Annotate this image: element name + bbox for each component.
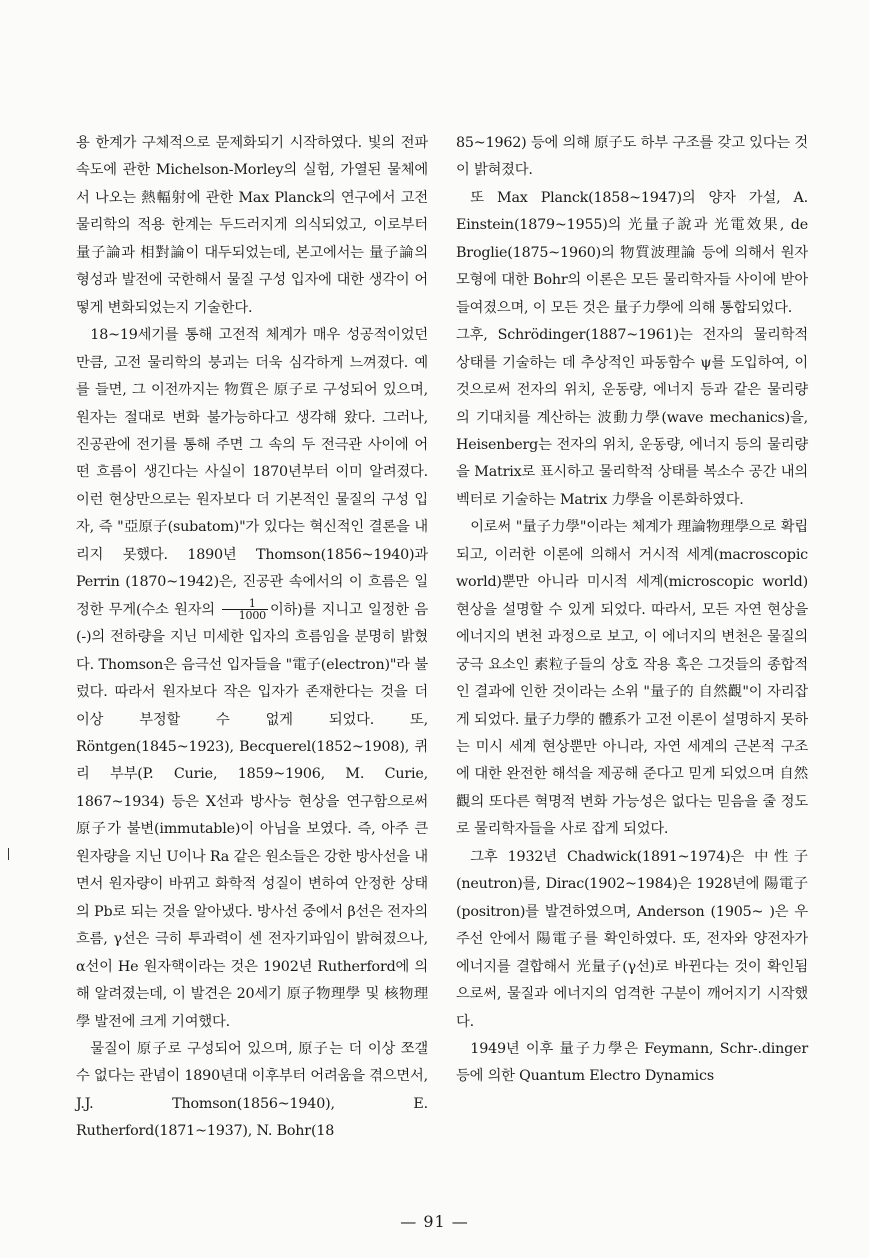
text-segment: 85~1962) 등에 의해 原子도 하부 구조를 갖고 있다는 것이 밝혀졌다. [456,135,808,179]
fraction-denominator: 1000 [238,609,266,623]
text-segment: 1949년 이후 量子力學은 Feymann, Schr-.dinger 등에 의한 Quantum Electro Dynamics [456,1040,808,1085]
text-segment: 18~19세기를 통해 고전적 체계가 매우 성공적이었던 만큼, 고전 물리학의 붕괴는 더욱 심각하게 느껴졌다. 예를 들면, 그 이전까지는 物質은 原子로 구성되어 있으며, 원자는 절대로 변화 불가능하다고 생각해 왔다. 그러나, 진공관에 전기를 통해 주면 그 속의 두 전극관 사이에 어떤 흐름이 생긴다는 사실이 1870년부터 이미 알려졌다. 이런 현상만으로는 원자보다 더 기본적인 물질의 구성 입자, 즉 "亞原子(subatom)"가 있다는 혁신적인 결론을 내리지 못했다. 1890년 Thomson(1856~1940)과 Perrin (1870~1942)은, 진공관 속에서의 이 흐름은 일정한 무게(수소 원자의 [76,327,428,618]
paragraph [76,322,428,1036]
text-segment: 그후, Schrödinger(1887~1961)는 전자의 물리학적 상태를 기술하는 데 추상적인 파동함수 ψ를 도입하여, 이것으로써 전자의 위치, 운동량, 에너지 등과 같은 물리량의 기대치를 계산하는 波動力學(wave mechanics)을, Heisenberg는 전자의 위치, 운동량, 에너지 등의 물리량을 Matrix로 표시하고 물리학적 상태를 복소수 공간 내의 벡터로 기술하는 Matrix 力學을 이론화하였다. [456,327,808,508]
text-segment: 또 Max Planck(1858~1947)의 양자 가설, A. Einstein(1879~1955)의 光量子說과 光電效果, de Broglie(1875~1960)의 物質波理論 등에 의해서 원자 모형에 대한 Bohr의 이론은 모든 물리학자들 사이에 받아들여졌으며, 이 모든 것은 量子力學에 의해 통합되었다. [456,189,808,316]
fraction-numerator: 1 [222,598,268,610]
paragraph [456,514,808,843]
text-segment: 그후 1932년 Chadwick(1891~1974)은 中性子(neutron)를, Dirac(1902~1984)은 1928년에 陽電子(positron)를 발견하였으며, Anderson (1905~ )은 우주선 안에서 陽電子를 확인하였다. 또, 전자와 양전자가 에너지를 결합해서 光量子(γ선)로 바뀐다는 것이 확인됨으로써, 물질과 에너지의 엄격한 구분이 깨어지기 시작했다. [456,848,808,1030]
paragraph [76,1036,428,1146]
paragraph [76,130,428,322]
page-number: — 91 — [400,1212,469,1231]
text-segment: 이로써 "量子力學"이라는 체계가 理論物理學으로 확립되고, 이러한 이론에 의해서 거시적 세계(macroscopic world)뿐만 아니라 미시적 세계(microscopic world) 현상을 설명할 수 있게 되었다. 따라서, 모든 자연 현상을 에너지의 변천 과정으로 보고, 이 에너지의 변천은 물질의 궁극 요소인 素粒子들의 상호 작용 혹은 그것들의 종합적인 결과에 인한 것이라는 소위 "量子的 自然觀"이 자리잡게 되었다. 量子力學的 體系가 고전 이론이 설명하지 못하는 미시 세계 현상뿐만 아니라, 자연 세계의 근본적 구조에 대한 완전한 해석을 제공해 준다고 믿게 되었으며 自然觀의 또다른 혁명적 변화 가능성은 없다는 믿음을 줄 정도로 물리학자들을 사로 잡게 되었다. [456,519,808,838]
paragraph [456,322,808,514]
left-column [76,130,428,1146]
paragraph [456,130,808,185]
paragraph [456,844,808,1036]
margin-mark [8,848,9,860]
text-segment: 이하)를 지니고 일정한 음(-)의 전하량을 지닌 미세한 입자의 흐름임을 분명히 밝혔다. Thomson은 음극선 입자들을 "電子(electron)"라 불렀다. 따라서 원자보다 작은 입자가 존재한다는 것을 더 이상 부정할 수 없게 되었다. 또, Röntgen(1845~1923), Becquerel(1852~1908), 퀴리 부부(P. Curie, 1859~1906, M. Curie, 1867~1934) 등은 X선과 방사능 현상을 연구함으로써 原子가 불변(immutable)이 아님을 보였다. 즉, 아주 큰 원자량을 지닌 U이나 Ra 같은 원소들은 강한 방사선을 내면서 원자량이 바뀌고 화학적 성질이 변하여 안정한 상태의 Pb로 되는 것을 알아냈다. 방사선 중에서 β선은 전자의 흐름, γ선은 극히 투과력이 센 전자기파임이 밝혀졌으나, α선이 He 원자핵이라는 것은 1902년 Rutherford에 의해 알려졌는데, 이 발견은 20세기 原子物理學 및 核物理學 발전에 크게 기여했다. [76,601,428,1030]
right-column [456,130,808,1091]
text-segment: 용 한계가 구체적으로 문제화되기 시작하였다. 빛의 전파 속도에 관한 Michelson-Morley의 실험, 가열된 물체에서 나오는 熱輻射에 관한 Max Planck의 연구에서 고전 물리학의 적용 한계는 두드러지게 의식되었고, 이로부터 量子論과 相對論이 대두되었는데, 본고에서는 量子論의 형성과 발전에 국한해서 물질 구성 입자에 대한 생각이 어떻게 변화되었는지 기술한다. [76,135,428,316]
paragraph [456,185,808,322]
paragraph [456,1036,808,1091]
fraction [222,598,268,621]
text-segment: 물질이 原子로 구성되어 있으며, 原子는 더 이상 쪼갤 수 없다는 관념이 1890년대 이후부터 어려움을 겪으면서, J.J. Thomson(1856~1940), E. Rutherford(1871~1937), N. Bohr(18 [76,1040,428,1140]
